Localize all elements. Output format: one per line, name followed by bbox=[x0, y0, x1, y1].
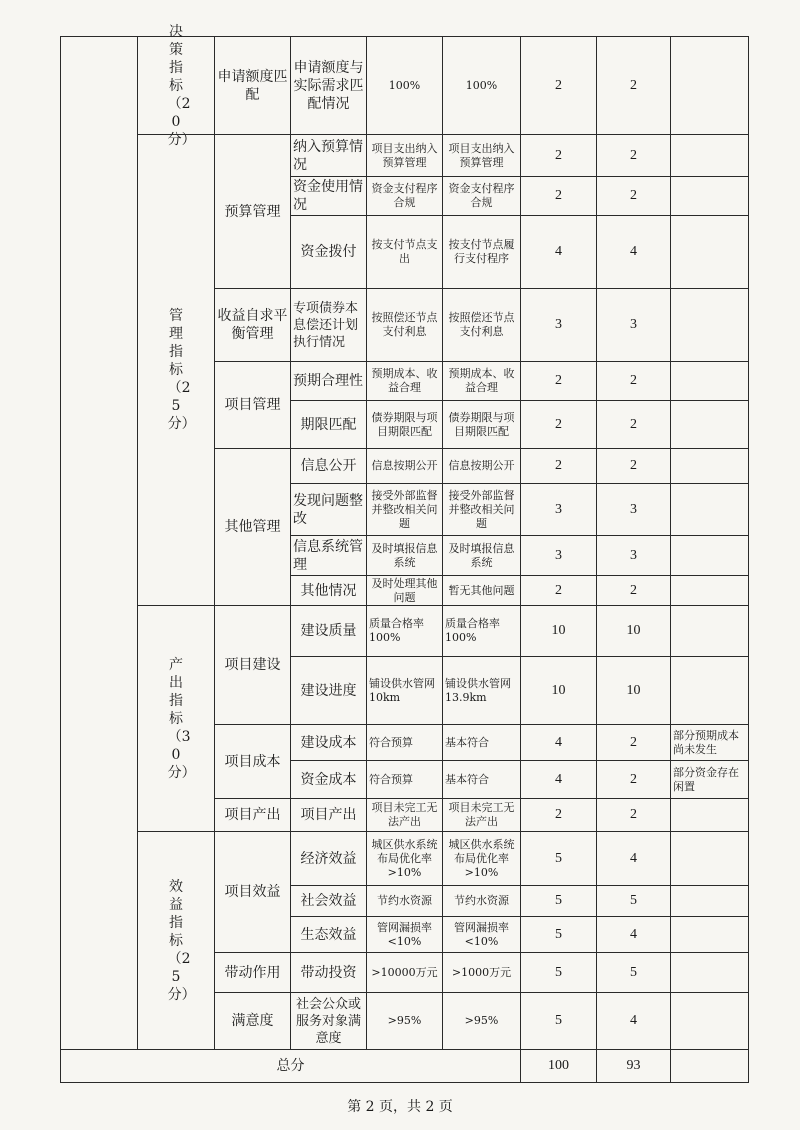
table-cell-decision-l3 bbox=[290, 36, 367, 135]
table-cell-effect-r2-l3 bbox=[290, 885, 367, 917]
table-cell-other-r3-score bbox=[596, 535, 671, 576]
table-cell-build-r2-weight bbox=[520, 656, 597, 725]
cell-text: 债券期限与项目期限匹配 bbox=[371, 410, 438, 438]
cell-text: 节约水资源 bbox=[454, 894, 509, 907]
cell-text: 按支付节点支出 bbox=[371, 238, 438, 265]
cell-text: >95% bbox=[387, 1014, 422, 1027]
cell-text: 预期成本、收益合理 bbox=[448, 367, 515, 394]
remarks-cell bbox=[670, 535, 749, 576]
table-cell-cost-r1-actual bbox=[442, 724, 521, 761]
cell-text: 项目成本 bbox=[224, 753, 281, 770]
cell-text: 铺设供水管网10km bbox=[369, 676, 435, 704]
table-cell-build-r1-l3 bbox=[290, 605, 367, 657]
cell-text: 信息按期公开 bbox=[371, 459, 438, 472]
cell-text: 信息系统管理 bbox=[293, 538, 363, 573]
cell-text: 2 bbox=[555, 188, 562, 203]
cell-text: 社会公众或服务对象满意度 bbox=[295, 996, 361, 1046]
table-cell-output-l1 bbox=[137, 605, 215, 832]
cell-text: 建设质量 bbox=[300, 623, 357, 639]
table-cell-budget-r3-target bbox=[366, 215, 443, 289]
table-cell-other-l2 bbox=[214, 448, 291, 606]
table-cell-projmgmt-r1-weight bbox=[520, 361, 597, 401]
table-cell-budget-r2-target bbox=[366, 176, 443, 216]
cell-text: 100 bbox=[548, 1058, 569, 1073]
cell-text: 符合预算 bbox=[369, 735, 413, 749]
cell-text: 5 bbox=[555, 1013, 562, 1028]
table-cell-budget-r1-target bbox=[366, 134, 443, 177]
cell-text: 4 bbox=[555, 244, 562, 259]
table-cell-effect-r2-actual bbox=[442, 885, 521, 917]
cell-text: 铺设供水管网13.9km bbox=[445, 676, 511, 704]
cell-text: 专项债券本息偿还计划执行情况 bbox=[293, 300, 359, 350]
table-cell-effect-r1-score bbox=[596, 831, 671, 886]
cell-text: 3 bbox=[555, 317, 562, 332]
cell-text: 3 bbox=[555, 547, 562, 563]
cell-text: 预期成本、收益合理 bbox=[371, 367, 438, 394]
cell-text: 2 bbox=[555, 77, 562, 93]
cell-text: 5 bbox=[555, 850, 562, 866]
table-cell-projmgmt-r2-target bbox=[366, 400, 443, 449]
remarks-cell bbox=[670, 215, 749, 289]
cell-text: 4 bbox=[630, 1013, 637, 1028]
table-cell-build-r2-actual bbox=[442, 656, 521, 725]
table-cell-budget-r3-score bbox=[596, 215, 671, 289]
table-cell-satis-target bbox=[366, 992, 443, 1050]
cell-text: 资金拨付 bbox=[300, 244, 357, 260]
table-cell-budget-l2 bbox=[214, 134, 291, 289]
table-cell-effect-r3-score bbox=[596, 916, 671, 953]
table-cell-budget-r1-actual bbox=[442, 134, 521, 177]
table-cell-cost-r1-l3 bbox=[290, 724, 367, 761]
table-cell-other-r2-score bbox=[596, 483, 671, 536]
cell-text: 2 bbox=[555, 147, 562, 163]
remarks-cell bbox=[670, 361, 749, 401]
cell-text: 发现问题整改 bbox=[293, 492, 363, 527]
cell-text: 城区供水系统布局优化率>10% bbox=[371, 837, 438, 879]
table-cell-other-r3-actual bbox=[442, 535, 521, 576]
cell-text: 符合预算 bbox=[369, 772, 413, 786]
table-cell-other-r2-l3 bbox=[290, 483, 367, 536]
table-cell-effect-r1-l3 bbox=[290, 831, 367, 886]
table-cell-income-weight bbox=[520, 288, 597, 362]
cell-text: 2 bbox=[630, 458, 637, 473]
table-cell-other-r1-score bbox=[596, 448, 671, 484]
table-cell-income-target bbox=[366, 288, 443, 362]
cell-text: 质量合格率100% bbox=[445, 617, 500, 644]
cell-text: 100% bbox=[388, 78, 421, 92]
cell-text: 5 bbox=[630, 964, 637, 980]
table-cell-drive-l3 bbox=[290, 952, 367, 993]
cell-text: 3 bbox=[555, 501, 562, 517]
remarks-cell bbox=[670, 916, 749, 953]
table-cell-other-r1-l3 bbox=[290, 448, 367, 484]
table-cell-total-weight bbox=[520, 1049, 597, 1083]
cell-text: 2 bbox=[555, 807, 562, 822]
table-cell-decision-l2 bbox=[214, 36, 291, 135]
cell-text: 资金支付程序合规 bbox=[371, 182, 438, 209]
table-cell-build-r1-weight bbox=[520, 605, 597, 657]
table-cell-prodout-target bbox=[366, 798, 443, 832]
remarks-cell bbox=[670, 992, 749, 1050]
table-cell-total-score bbox=[596, 1049, 671, 1083]
table-cell-cost-r2-target bbox=[366, 760, 443, 799]
cell-text: 基本符合 bbox=[445, 772, 489, 786]
cell-text: 按照偿还节点支付利息 bbox=[371, 311, 438, 338]
table-cell-drive-actual bbox=[442, 952, 521, 993]
table-cell-budget-r3-actual bbox=[442, 215, 521, 289]
table-cell-budget-r3-weight bbox=[520, 215, 597, 289]
table-cell-effect-r2-weight bbox=[520, 885, 597, 917]
cell-text: 项目产出 bbox=[300, 807, 357, 823]
cell-text: 2 bbox=[630, 771, 637, 787]
cell-text: 4 bbox=[630, 926, 637, 942]
cell-text: 93 bbox=[626, 1058, 641, 1073]
table-cell-budget-r2-score bbox=[596, 176, 671, 216]
table-cell-cost-r1-target bbox=[366, 724, 443, 761]
remarks-cell bbox=[670, 952, 749, 993]
cell-text: 效益指标（25分） bbox=[167, 878, 196, 1003]
cell-text: 收益自求平衡管理 bbox=[217, 308, 288, 342]
table-cell-build-r2-target bbox=[366, 656, 443, 725]
table-cell-prodout-score bbox=[596, 798, 671, 832]
cell-text: >1000万元 bbox=[451, 965, 512, 979]
table-cell-projmgmt-l2 bbox=[214, 361, 291, 449]
cell-text: 10 bbox=[551, 682, 566, 698]
table-cell-other-r1-target bbox=[366, 448, 443, 484]
cell-text: 项目支出纳入预算管理 bbox=[448, 141, 515, 169]
table-cell-satis-score bbox=[596, 992, 671, 1050]
cell-text: 项目效益 bbox=[224, 884, 281, 900]
remarks-cell bbox=[670, 798, 749, 832]
remarks-cell bbox=[670, 656, 749, 725]
cell-text: 期限匹配 bbox=[300, 416, 357, 433]
cell-text: 2 bbox=[630, 582, 637, 598]
table-cell-effect-r1-actual bbox=[442, 831, 521, 886]
cell-text: 信息公开 bbox=[300, 458, 357, 474]
cell-text: 及时处理其他问题 bbox=[371, 576, 438, 604]
cell-text: 5 bbox=[555, 893, 562, 908]
table-cell-build-l2 bbox=[214, 605, 291, 725]
cell-text: 部分预期成本尚未发生 bbox=[673, 728, 739, 756]
cell-text: 2 bbox=[630, 807, 637, 822]
table-cell-prodout-l2 bbox=[214, 798, 291, 832]
table-cell-other-r2-target bbox=[366, 483, 443, 536]
table-cell-income-l2 bbox=[214, 288, 291, 362]
table-cell-budget-r2-weight bbox=[520, 176, 597, 216]
cell-text: 总分 bbox=[276, 1058, 305, 1074]
cell-text: 决策指标（20分） bbox=[167, 23, 196, 148]
table-cell-other-r4-weight bbox=[520, 575, 597, 606]
cell-text: 按照偿还节点支付利息 bbox=[448, 311, 515, 338]
cell-text: 经济效益 bbox=[300, 850, 357, 867]
cell-text: 满意度 bbox=[231, 1013, 274, 1029]
cell-text: 暂无其他问题 bbox=[448, 583, 515, 597]
cell-text: 其他管理 bbox=[224, 519, 281, 535]
table-cell-build-r1-target bbox=[366, 605, 443, 657]
table-cell-other-r4-actual bbox=[442, 575, 521, 606]
cell-text: 管理指标（25分） bbox=[167, 308, 196, 432]
table-cell-other-r4-target bbox=[366, 575, 443, 606]
cell-text: 节约水资源 bbox=[377, 894, 432, 907]
cell-text: 预期合理性 bbox=[293, 373, 363, 389]
table-cell-decision-l1 bbox=[137, 23, 215, 148]
cell-text: 建设进度 bbox=[300, 682, 357, 699]
cell-text: 项目支出纳入预算管理 bbox=[371, 141, 438, 169]
table-cell-effect-r1-weight bbox=[520, 831, 597, 886]
cell-text: 按支付节点履行支付程序 bbox=[448, 238, 515, 265]
table-cell-decision-weight bbox=[520, 36, 597, 135]
table-cell-build-r2-score bbox=[596, 656, 671, 725]
cell-text: 3 bbox=[630, 501, 637, 517]
table-cell-income-l3 bbox=[290, 288, 367, 362]
table-cell-satis-weight bbox=[520, 992, 597, 1050]
cell-text: >95% bbox=[464, 1014, 499, 1027]
table-cell-decision-actual bbox=[442, 36, 521, 135]
table-cell-effect-r1-target bbox=[366, 831, 443, 886]
cell-text: 建设成本 bbox=[300, 734, 357, 751]
cell-text: 城区供水系统布局优化率>10% bbox=[448, 837, 515, 879]
cell-text: 2 bbox=[555, 373, 562, 388]
table-cell-other-r2-actual bbox=[442, 483, 521, 536]
table-cell-cost-r2-actual bbox=[442, 760, 521, 799]
table-cell-drive-l2 bbox=[214, 952, 291, 993]
cell-text: 申请额度与实际需求匹配情况 bbox=[293, 59, 364, 112]
table-cell-decision-score bbox=[596, 36, 671, 135]
cell-text: 100% bbox=[465, 78, 498, 92]
table-cell-cost-r2-score bbox=[596, 760, 671, 799]
table-cell-other-r4-score bbox=[596, 575, 671, 606]
table-cell-drive-score bbox=[596, 952, 671, 993]
remarks-cell bbox=[670, 176, 749, 216]
table-cell-cost-r2-weight bbox=[520, 760, 597, 799]
cell-text: 预算管理 bbox=[224, 203, 281, 220]
cell-text: 4 bbox=[555, 771, 562, 787]
cell-text: 2 bbox=[630, 416, 637, 432]
table-cell-drive-target bbox=[366, 952, 443, 993]
page-footer: 第 2 页，共 2 页 bbox=[347, 1099, 453, 1115]
cell-text: 及时填报信息系统 bbox=[448, 541, 515, 569]
cell-text: 2 bbox=[555, 582, 562, 598]
cell-text: 接受外部监督并整改相关问题 bbox=[448, 488, 515, 530]
table-cell-effect-r3-actual bbox=[442, 916, 521, 953]
cell-text: 申请额度匹配 bbox=[217, 68, 288, 103]
remarks-cell bbox=[670, 831, 749, 886]
blank-category-column bbox=[60, 36, 138, 1050]
cell-text: 3 bbox=[630, 547, 637, 563]
cell-text: 2 bbox=[630, 77, 637, 93]
cell-text: 2 bbox=[555, 458, 562, 473]
cell-text: 信息按期公开 bbox=[448, 459, 515, 472]
cell-text: 部分资金存在闲置 bbox=[673, 765, 739, 793]
table-cell-budget-r1-weight bbox=[520, 134, 597, 177]
cell-text: 产出指标（30分） bbox=[167, 656, 196, 781]
table-cell-budget-r1-score bbox=[596, 134, 671, 177]
cell-text: 项目产出 bbox=[224, 807, 281, 823]
table-cell-total-label bbox=[60, 1049, 521, 1083]
cell-text: 4 bbox=[630, 244, 637, 259]
table-cell-benefit-l1 bbox=[137, 831, 215, 1050]
cell-text: 2 bbox=[555, 416, 562, 432]
table-cell-budget-r1-l3 bbox=[290, 134, 367, 177]
remarks-cell bbox=[670, 483, 749, 536]
table-cell-build-r1-actual bbox=[442, 605, 521, 657]
cell-text: 2 bbox=[630, 734, 637, 750]
cell-text: 生态效益 bbox=[300, 926, 357, 943]
table-cell-cost-r1-weight bbox=[520, 724, 597, 761]
cell-text: 10 bbox=[626, 682, 641, 698]
table-cell-cost-r1-note bbox=[670, 724, 749, 761]
remarks-cell bbox=[670, 400, 749, 449]
table-cell-other-r1-weight bbox=[520, 448, 597, 484]
table-cell-budget-r3-l3 bbox=[290, 215, 367, 289]
table-cell-satis-l2 bbox=[214, 992, 291, 1050]
cell-text: 10 bbox=[551, 623, 566, 638]
table-cell-satis-l3 bbox=[290, 992, 367, 1050]
table-cell-other-r4-l3 bbox=[290, 575, 367, 606]
cell-text: 项目管理 bbox=[224, 397, 281, 413]
table-cell-effect-l2 bbox=[214, 831, 291, 953]
remarks-cell bbox=[670, 134, 749, 177]
cell-text: 5 bbox=[555, 926, 562, 942]
table-cell-projmgmt-r1-target bbox=[366, 361, 443, 401]
cell-text: 4 bbox=[555, 734, 562, 750]
cell-text: 项目建设 bbox=[224, 657, 281, 673]
cell-text: 2 bbox=[630, 373, 637, 388]
table-cell-prodout-weight bbox=[520, 798, 597, 832]
cell-text: 2 bbox=[630, 188, 637, 203]
table-cell-other-r3-weight bbox=[520, 535, 597, 576]
cell-text: 3 bbox=[630, 317, 637, 332]
table-cell-other-r3-target bbox=[366, 535, 443, 576]
table-cell-other-r3-l3 bbox=[290, 535, 367, 576]
cell-text: 基本符合 bbox=[445, 735, 489, 749]
remarks-cell bbox=[670, 288, 749, 362]
cell-text: >10000万元 bbox=[371, 965, 438, 979]
cell-text: 管网漏损率<10% bbox=[377, 920, 432, 948]
table-cell-budget-r2-actual bbox=[442, 176, 521, 216]
table-cell-projmgmt-r1-l3 bbox=[290, 361, 367, 401]
table-cell-budget-r2-l3 bbox=[290, 176, 367, 216]
table-cell-effect-r3-weight bbox=[520, 916, 597, 953]
table-cell-income-score bbox=[596, 288, 671, 362]
table-cell-projmgmt-r2-weight bbox=[520, 400, 597, 449]
table-cell-effect-r3-target bbox=[366, 916, 443, 953]
cell-text: 10 bbox=[626, 623, 641, 638]
table-cell-other-r1-actual bbox=[442, 448, 521, 484]
cell-text: 带动投资 bbox=[300, 964, 357, 981]
cell-text: 接受外部监督并整改相关问题 bbox=[371, 488, 438, 530]
cell-text: 5 bbox=[630, 893, 637, 908]
cell-text: 债券期限与项目期限匹配 bbox=[448, 410, 515, 438]
table-cell-projmgmt-r2-l3 bbox=[290, 400, 367, 449]
table-cell-satis-actual bbox=[442, 992, 521, 1050]
table-cell-projmgmt-r2-score bbox=[596, 400, 671, 449]
cell-text: 纳入预算情况 bbox=[293, 138, 363, 173]
cell-text: 项目未完工无法产出 bbox=[371, 801, 438, 828]
remarks-cell bbox=[670, 1049, 749, 1083]
cell-text: 质量合格率100% bbox=[369, 617, 424, 644]
cell-text: 社会效益 bbox=[300, 893, 357, 909]
table-cell-prodout-actual bbox=[442, 798, 521, 832]
cell-text: 4 bbox=[630, 850, 637, 866]
table-cell-projmgmt-r1-actual bbox=[442, 361, 521, 401]
cell-text: 管网漏损率<10% bbox=[454, 920, 509, 948]
table-cell-mgmt-l1 bbox=[137, 134, 215, 606]
table-cell-income-actual bbox=[442, 288, 521, 362]
remarks-cell bbox=[670, 605, 749, 657]
table-cell-effect-r2-target bbox=[366, 885, 443, 917]
remarks-cell bbox=[670, 575, 749, 606]
table-cell-build-r2-l3 bbox=[290, 656, 367, 725]
cell-text: 及时填报信息系统 bbox=[371, 541, 438, 569]
table-cell-effect-r3-l3 bbox=[290, 916, 367, 953]
table-cell-projmgmt-r1-score bbox=[596, 361, 671, 401]
cell-text: 项目未完工无法产出 bbox=[448, 801, 515, 828]
cell-text: 5 bbox=[555, 964, 562, 980]
table-cell-other-r2-weight bbox=[520, 483, 597, 536]
table-cell-effect-r2-score bbox=[596, 885, 671, 917]
cell-text: 2 bbox=[630, 147, 637, 163]
remarks-cell bbox=[670, 36, 749, 135]
table-cell-drive-weight bbox=[520, 952, 597, 993]
remarks-cell bbox=[670, 885, 749, 917]
table-cell-decision-target bbox=[366, 36, 443, 135]
cell-text: 带动作用 bbox=[224, 964, 281, 981]
cell-text: 资金成本 bbox=[300, 771, 357, 788]
table-cell-cost-l2 bbox=[214, 724, 291, 799]
table-cell-build-r1-score bbox=[596, 605, 671, 657]
table-cell-projmgmt-r2-actual bbox=[442, 400, 521, 449]
table-cell-cost-r1-score bbox=[596, 724, 671, 761]
cell-text: 其他情况 bbox=[300, 582, 357, 599]
table-cell-prodout-l3 bbox=[290, 798, 367, 832]
remarks-cell bbox=[670, 448, 749, 484]
table-cell-cost-r2-l3 bbox=[290, 760, 367, 799]
cell-text: 资金使用情况 bbox=[293, 179, 363, 213]
table-cell-cost-r2-note bbox=[670, 760, 749, 799]
cell-text: 资金支付程序合规 bbox=[448, 182, 515, 209]
